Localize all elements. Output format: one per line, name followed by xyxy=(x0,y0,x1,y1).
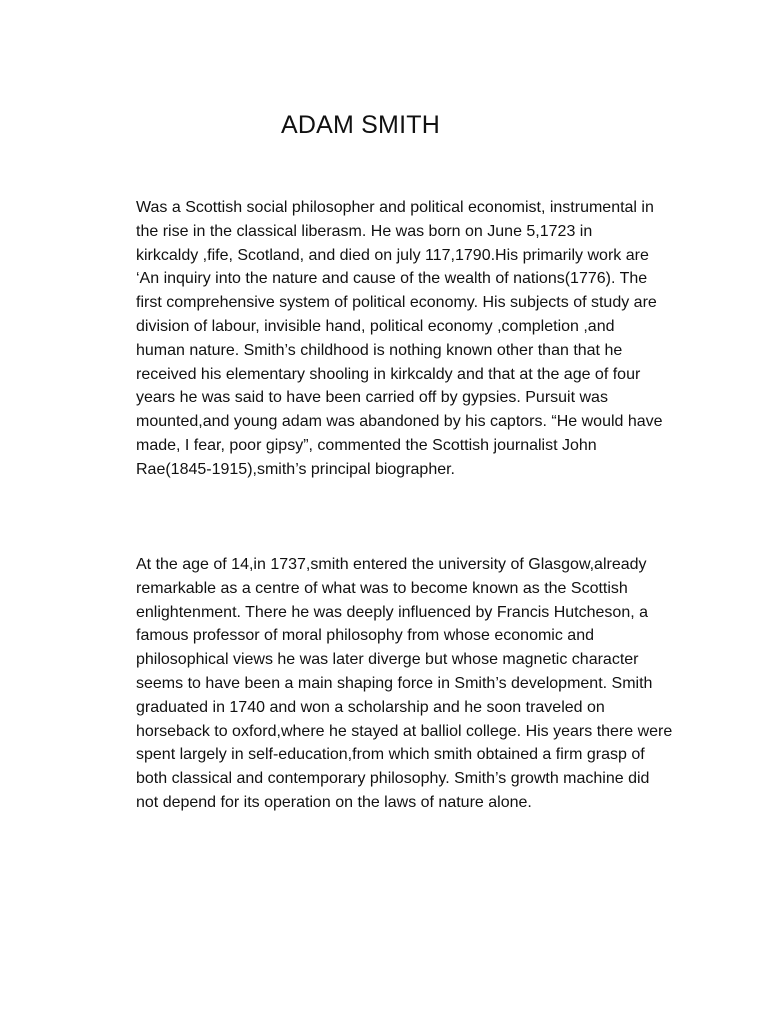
paragraph-line: philosophical views he was later diverge but whose magnetic character xyxy=(136,651,639,669)
paragraph-line: mounted,and young adam was abandoned by his captors. “He would have xyxy=(136,413,663,431)
paragraph-line: Was a Scottish social philosopher and political economist, instrumental in xyxy=(136,199,654,216)
paragraph-line: enlightenment. There he was deeply influenced by Francis Hutcheson, a xyxy=(136,603,649,621)
paragraph-line: human nature. Smith’s childhood is nothing known other than that he xyxy=(136,341,623,359)
paragraph-line: ‘An inquiry into the nature and cause of the wealth of nations(1776). The xyxy=(136,270,648,288)
paragraph-line: not depend for its operation on the laws of nature alone. xyxy=(136,793,532,811)
paragraph-1 xyxy=(136,196,684,482)
paragraph-line: kirkcaldy ,fife, Scotland, and died on july 117,1790.His primarily work are xyxy=(136,246,649,264)
paragraph-line: made, I fear, poor gipsy”, commented the Scottish journalist John xyxy=(136,436,597,454)
paragraph-line: received his elementary shooling in kirkcaldy and that at the age of four xyxy=(136,365,641,383)
paragraph-2 xyxy=(136,553,684,815)
document-title: ADAM SMITH xyxy=(281,111,440,139)
paragraph-line: horseback to oxford,where he stayed at balliol college. His years there were xyxy=(136,722,673,740)
paragraph-line: spent largely in self-education,from which smith obtained a firm grasp of xyxy=(136,746,645,764)
paragraph-line: division of labour, invisible hand, political economy ,completion ,and xyxy=(136,317,615,335)
paragraph-line: the rise in the classical liberasm. He was born on June 5,1723 in xyxy=(136,222,593,240)
paragraph-line: seems to have been a main shaping force in Smith’s development. Smith xyxy=(136,674,653,692)
paragraph-line: At the age of 14,in 1737,smith entered the university of Glasgow,already xyxy=(136,556,647,573)
paragraph-line: graduated in 1740 and won a scholarship and he soon traveled on xyxy=(136,698,605,716)
paragraph-line: remarkable as a centre of what was to become known as the Scottish xyxy=(136,579,628,597)
paragraph-line: both classical and contemporary philosophy. Smith’s growth machine did xyxy=(136,770,650,788)
paragraph-line: famous professor of moral philosophy from whose economic and xyxy=(136,627,594,645)
paragraph-line: Rae(1845-1915),smith’s principal biographer. xyxy=(136,460,455,478)
paragraph-line: first comprehensive system of political economy. His subjects of study are xyxy=(136,294,657,312)
paragraph-line: years he was said to have been carried off by gypsies. Pursuit was xyxy=(136,389,608,407)
